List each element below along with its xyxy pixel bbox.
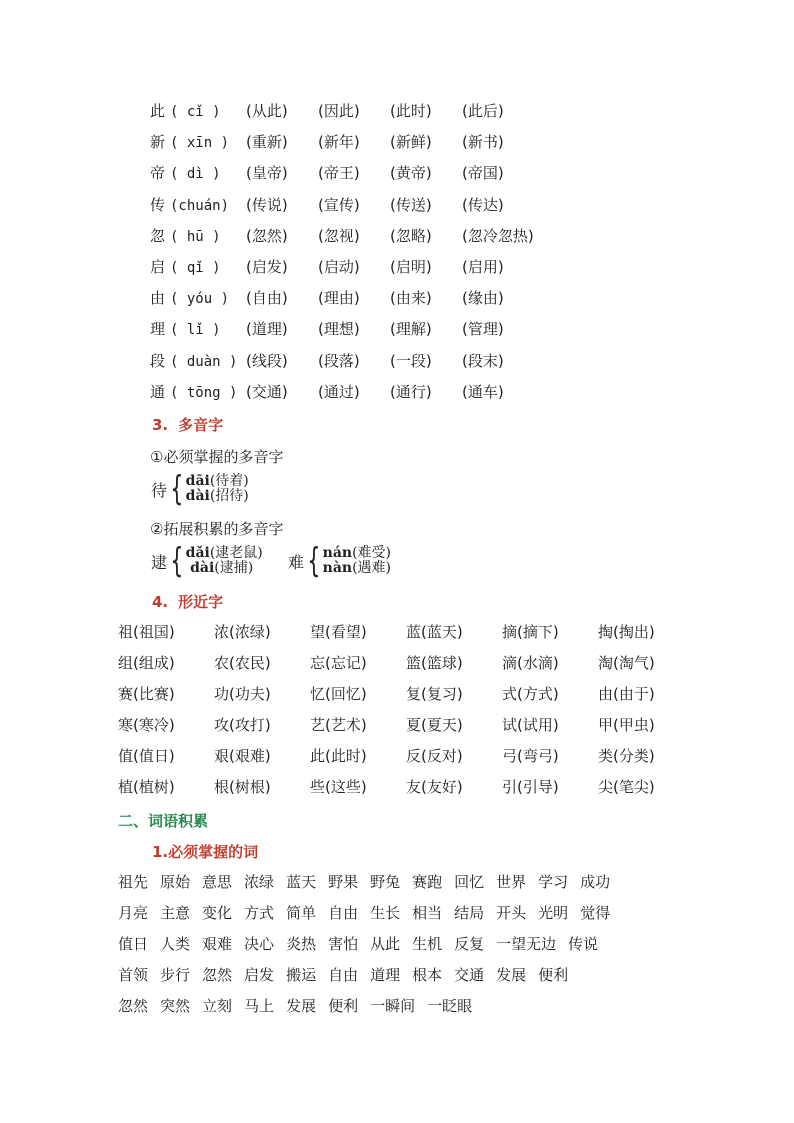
pinyin-line — [150, 286, 534, 317]
similar-cell: 引(引导) — [502, 778, 559, 796]
line-word: (启动) — [318, 257, 360, 276]
similar-cell: 艰(艰难) — [214, 747, 271, 765]
similar-cell: 忆(回忆) — [310, 685, 367, 703]
similar-row — [118, 713, 694, 744]
similar-cell: 复(复习) — [406, 685, 463, 703]
line-pinyin: ( qǐ ) — [170, 259, 221, 276]
vocab-word: 搬运 — [286, 966, 317, 984]
vocab-word: 炎热 — [286, 935, 317, 953]
line-word: (交通) — [246, 382, 288, 401]
section-title: 多音字 — [178, 416, 224, 434]
brace-icon: { — [307, 541, 321, 581]
vocab-word: 发展 — [286, 997, 317, 1015]
vocab-word: 月亮 — [118, 904, 149, 922]
vocab-row — [118, 901, 622, 932]
similar-cell: 值(值日) — [118, 747, 175, 765]
similar-cell: 友(友好) — [406, 778, 463, 796]
vocab-word: 结局 — [454, 904, 485, 922]
line-char: 段 — [150, 351, 166, 370]
vocab-word: 简单 — [286, 904, 317, 922]
vocab-word: 艰难 — [202, 935, 233, 953]
similar-cell: 蓝(蓝天) — [406, 623, 463, 641]
line-pinyin: ( hū ) — [170, 228, 221, 245]
line-char: 启 — [150, 257, 166, 276]
vocab-word: 决心 — [244, 935, 275, 953]
similar-cell: 攻(攻打) — [214, 716, 271, 734]
vocabulary-list — [118, 870, 622, 1025]
vocab-word: 便利 — [328, 997, 359, 1015]
vocab-word: 根本 — [412, 966, 443, 984]
line-pinyin: ( dì ) — [170, 166, 221, 183]
vocab-word: 马上 — [244, 997, 275, 1015]
vocab-word: 成功 — [580, 873, 611, 891]
line-word: (新书) — [462, 133, 504, 152]
line-word: (通行) — [390, 382, 432, 401]
line-pinyin: ( lǐ ) — [170, 322, 221, 339]
vocab-word: 觉得 — [580, 904, 611, 922]
line-word: (道理) — [246, 320, 288, 339]
reading-1: dāi(待着) — [185, 473, 249, 489]
vocab-word: 反复 — [454, 935, 485, 953]
similar-cell: 夏(夏天) — [406, 716, 463, 734]
similar-cell: 甲(甲虫) — [598, 716, 655, 734]
line-word: (启明) — [390, 257, 432, 276]
line-word: (启发) — [246, 257, 288, 276]
similar-row — [118, 775, 694, 806]
similar-cell: 篮(篮球) — [406, 654, 463, 672]
similar-cell: 反(反对) — [406, 747, 463, 765]
vocab-word: 首领 — [118, 966, 149, 984]
line-pinyin: ( xīn ) — [170, 135, 230, 152]
subheading-must-master: ①必须掌握的多音字 — [150, 448, 284, 466]
section-heading-vocabulary: 二、词语积累 — [118, 812, 209, 830]
vocab-word: 祖先 — [118, 873, 149, 891]
base-char: 难 — [288, 552, 305, 572]
vocab-word: 一瞬间 — [370, 997, 416, 1015]
pinyin-line — [150, 255, 534, 286]
pinyin-line — [150, 193, 534, 224]
vocab-word: 生机 — [412, 935, 443, 953]
line-word: (帝国) — [462, 164, 504, 183]
line-word: (忽冷忽热) — [462, 226, 534, 245]
similar-cell: 根(树根) — [214, 778, 271, 796]
similar-cell: 滴(水滴) — [502, 654, 559, 672]
vocab-word: 害怕 — [328, 935, 359, 953]
pinyin-line — [150, 224, 534, 255]
line-word: (忽略) — [390, 226, 432, 245]
vocab-word: 赛跑 — [412, 873, 443, 891]
vocab-word: 交通 — [454, 966, 485, 984]
line-pinyin: ( cǐ ) — [170, 104, 221, 120]
line-word: (因此) — [318, 102, 360, 120]
vocab-word: 便利 — [538, 966, 569, 984]
line-word: (此后) — [462, 102, 504, 120]
line-pinyin: ( tōng ) — [170, 384, 238, 401]
line-word: (管理) — [462, 320, 504, 339]
similar-row — [118, 620, 694, 651]
base-char: 逮 — [151, 552, 168, 572]
line-word: (通车) — [462, 382, 504, 401]
vocab-word: 学习 — [538, 873, 569, 891]
vocab-word: 回忆 — [454, 873, 485, 891]
vocab-row — [118, 994, 622, 1025]
line-char: 新 — [150, 133, 166, 152]
vocab-word: 步行 — [160, 966, 191, 984]
similar-cell: 此(此时) — [310, 747, 367, 765]
line-word: (启用) — [462, 257, 504, 276]
vocab-word: 开头 — [496, 904, 527, 922]
similar-cell: 摘(摘下) — [502, 623, 559, 641]
vocab-word: 自由 — [328, 904, 359, 922]
line-char: 由 — [150, 289, 166, 308]
line-char: 传 — [150, 195, 166, 214]
subheading-must-words: 1.必须掌握的词 — [152, 843, 259, 861]
vocab-word: 意思 — [202, 873, 233, 891]
line-word: (通过) — [318, 382, 360, 401]
reading-1: dǎi(逮老鼠) — [185, 545, 263, 561]
similar-row — [118, 744, 694, 775]
line-char: 通 — [150, 382, 166, 401]
brace-icon: { — [170, 541, 184, 581]
reading-1: nán(难受) — [322, 545, 392, 561]
reading-2: dài(逮捕) — [190, 560, 254, 576]
similar-cell: 组(组成) — [118, 654, 175, 672]
line-word: (传说) — [246, 195, 288, 214]
pinyin-line — [150, 130, 534, 161]
line-word: (一段) — [390, 351, 432, 370]
vocab-word: 世界 — [496, 873, 527, 891]
line-word: (由来) — [390, 289, 432, 308]
vocab-word: 发展 — [496, 966, 527, 984]
polyphonic-group-nan — [288, 541, 392, 581]
vocab-word: 值日 — [118, 935, 149, 953]
polyphonic-group-dai — [151, 469, 249, 509]
reading-2: nàn(遇难) — [322, 560, 392, 576]
pinyin-line — [150, 380, 534, 411]
line-word: (理解) — [390, 320, 432, 339]
similar-cell: 浓(浓绿) — [214, 623, 271, 641]
line-word: (线段) — [246, 351, 288, 370]
section-number: 4. — [152, 593, 169, 611]
line-word: (传送) — [390, 195, 432, 214]
line-word: (忽视) — [318, 226, 360, 245]
line-pinyin: ( yóu ) — [170, 291, 230, 308]
vocab-word: 一望无边 — [496, 935, 557, 953]
similar-cell: 艺(艺术) — [310, 716, 367, 734]
section-heading-similar-chars — [152, 591, 223, 612]
vocab-word: 方式 — [244, 904, 275, 922]
section-number: 3. — [152, 416, 169, 434]
line-word: (帝王) — [318, 164, 360, 183]
similar-cell: 祖(祖国) — [118, 623, 175, 641]
line-pinyin: ( duàn ) — [170, 353, 238, 370]
pinyin-word-list — [150, 99, 534, 411]
vocab-word: 自由 — [328, 966, 359, 984]
similar-row — [118, 682, 694, 713]
line-word: (段末) — [462, 351, 504, 370]
vocab-word: 启发 — [244, 966, 275, 984]
similar-chars-grid — [118, 620, 694, 806]
line-char: 忽 — [150, 226, 166, 245]
vocab-word: 一眨眼 — [427, 997, 473, 1015]
similar-cell: 淘(淘气) — [598, 654, 655, 672]
similar-cell: 弓(弯弓) — [502, 747, 559, 765]
vocab-word: 从此 — [370, 935, 401, 953]
vocab-word: 忽然 — [202, 966, 233, 984]
line-pinyin: (chuán) — [170, 197, 230, 214]
line-word: (此时) — [390, 102, 432, 120]
pinyin-line — [150, 349, 534, 380]
vocab-word: 人类 — [160, 935, 191, 953]
similar-cell: 赛(比赛) — [118, 685, 175, 703]
vocab-word: 传说 — [568, 935, 599, 953]
similar-cell: 农(农民) — [214, 654, 271, 672]
vocab-word: 野兔 — [370, 873, 401, 891]
line-word: (理想) — [318, 320, 360, 339]
similar-row — [118, 651, 694, 682]
similar-cell: 忘(忘记) — [310, 654, 367, 672]
vocab-row — [118, 870, 622, 901]
similar-cell: 类(分类) — [598, 747, 655, 765]
base-char: 待 — [151, 480, 168, 500]
similar-cell: 试(试用) — [502, 716, 559, 734]
polyphonic-group-dai2 — [151, 541, 263, 581]
line-word: (重新) — [246, 133, 288, 152]
line-word: (自由) — [246, 289, 288, 308]
line-word: (皇帝) — [246, 164, 288, 183]
similar-cell: 掏(掏出) — [598, 623, 655, 641]
vocab-word: 原始 — [160, 873, 191, 891]
vocab-word: 浓绿 — [244, 873, 275, 891]
line-word: (从此) — [246, 102, 288, 120]
vocab-word: 野果 — [328, 873, 359, 891]
similar-cell: 由(由于) — [598, 685, 655, 703]
similar-cell: 植(植树) — [118, 778, 175, 796]
section-heading-polyphonic — [152, 414, 223, 435]
line-word: (缘由) — [462, 289, 504, 308]
line-word: (忽然) — [246, 226, 288, 245]
line-char: 帝 — [150, 164, 166, 183]
line-char: 理 — [150, 320, 166, 339]
pinyin-line — [150, 161, 534, 192]
similar-cell: 些(这些) — [310, 778, 367, 796]
similar-cell: 寒(寒冷) — [118, 716, 175, 734]
section-title: 形近字 — [178, 593, 224, 611]
vocab-word: 道理 — [370, 966, 401, 984]
vocab-word: 立刻 — [202, 997, 233, 1015]
pinyin-line — [150, 317, 534, 348]
similar-cell: 式(方式) — [502, 685, 559, 703]
vocab-word: 忽然 — [118, 997, 149, 1015]
reading-2: dài(招待) — [185, 488, 249, 504]
brace-icon: { — [170, 469, 184, 509]
pinyin-line — [150, 99, 534, 130]
vocab-word: 生长 — [370, 904, 401, 922]
vocab-row — [118, 932, 622, 963]
line-word: (新年) — [318, 133, 360, 152]
similar-cell: 望(看望) — [310, 623, 367, 641]
vocab-word: 主意 — [160, 904, 191, 922]
vocab-word: 相当 — [412, 904, 443, 922]
similar-cell: 功(功夫) — [214, 685, 271, 703]
line-word: (宣传) — [318, 195, 360, 214]
line-word: (理由) — [318, 289, 360, 308]
line-word: (段落) — [318, 351, 360, 370]
vocab-word: 变化 — [202, 904, 233, 922]
vocab-word: 蓝天 — [286, 873, 317, 891]
similar-cell: 尖(笔尖) — [598, 778, 655, 796]
line-word: (传达) — [462, 195, 504, 214]
line-char: 此 — [150, 102, 166, 120]
line-word: (黄帝) — [390, 164, 432, 183]
line-word: (新鲜) — [390, 133, 432, 152]
vocab-row — [118, 963, 622, 994]
vocab-word: 突然 — [160, 997, 191, 1015]
vocab-word: 光明 — [538, 904, 569, 922]
subheading-extended: ②拓展积累的多音字 — [150, 520, 284, 538]
